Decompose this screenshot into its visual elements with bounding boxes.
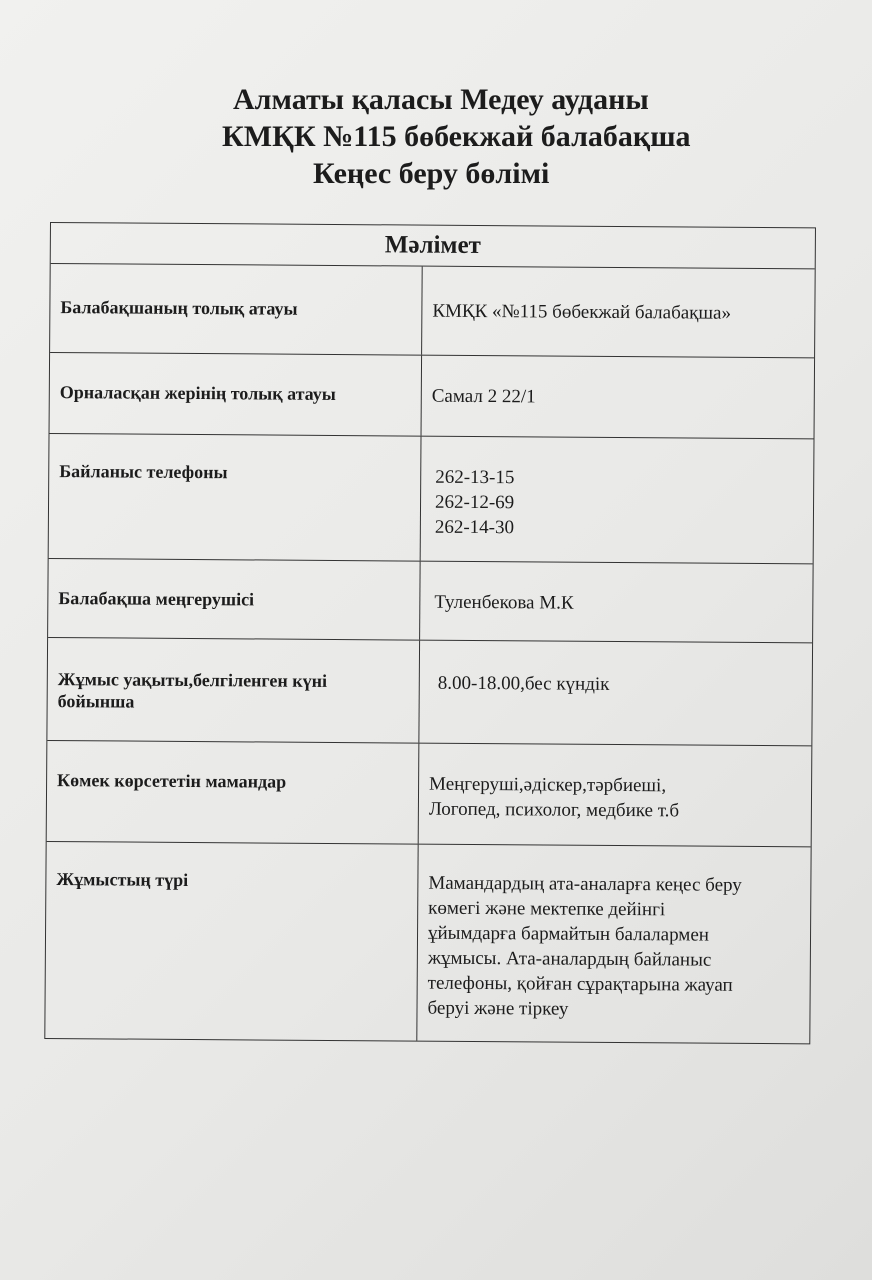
- row-label-line: Жұмыс уақыты,белгіленген күні: [57, 669, 328, 691]
- table-row: [49, 434, 814, 564]
- header-line-organization: КМҚК №115 бөбекжай балабақша: [222, 120, 691, 153]
- row-value-phones: [421, 437, 814, 564]
- row-value-line: ұйымдарға бармайтын балалармен: [427, 922, 710, 946]
- table-row: [48, 559, 813, 643]
- info-table: [44, 222, 816, 1044]
- row-value-line: көмегі және мектепке дейінгі: [428, 897, 666, 921]
- row-value-line: жұмысы. Ата-аналардың байланыс: [427, 947, 712, 971]
- table-row: [45, 842, 810, 1043]
- phone-number: 262-13-15: [435, 466, 515, 489]
- row-value-line: беруі және тіркеу: [427, 997, 569, 1020]
- header-line-department: Кеңес беру бөлімі: [313, 157, 550, 190]
- table-row: [50, 264, 815, 358]
- table-row: [47, 638, 812, 746]
- row-value: [419, 744, 812, 847]
- row-value: Самал 2 22/1: [431, 385, 536, 408]
- table-row: [50, 353, 815, 439]
- row-value: Туленбекова М.К: [434, 591, 574, 614]
- row-label: [47, 638, 420, 743]
- row-label: Көмек көрсететін мамандар: [47, 741, 420, 844]
- row-value-line: Мамандардың ата-аналарға кеңес беру: [428, 872, 742, 896]
- row-value: 8.00-18.00,бес күндік: [437, 672, 610, 695]
- row-label: Балабақшаның толық атауы: [50, 264, 423, 355]
- row-value: КМҚК «№115 бөбекжай балабақша»: [432, 300, 732, 324]
- table-title: Мәлімет: [51, 223, 815, 269]
- table-row: [47, 741, 812, 847]
- row-label-line: бойынша: [57, 691, 135, 712]
- row-value-line: Логопед, психолог, медбике т.б: [428, 798, 680, 822]
- phone-number: 262-12-69: [434, 491, 515, 514]
- row-label: Байланыс телефоны: [49, 434, 422, 561]
- row-label: Жұмыстың түрі: [45, 842, 418, 1041]
- row-value: [417, 845, 810, 1044]
- phone-number: 262-14-30: [434, 516, 515, 539]
- header-line-district: Алматы қаласы Медеу ауданы: [233, 83, 649, 116]
- row-label: Орналасқан жерінің толық атауы: [50, 353, 423, 436]
- row-value-line: телефоны, қойған сұрақтарына жауап: [427, 972, 733, 996]
- row-value-line: Меңгеруші,әдіскер,тәрбиеші,: [429, 773, 667, 797]
- row-label: Балабақша меңгерушісі: [48, 559, 421, 640]
